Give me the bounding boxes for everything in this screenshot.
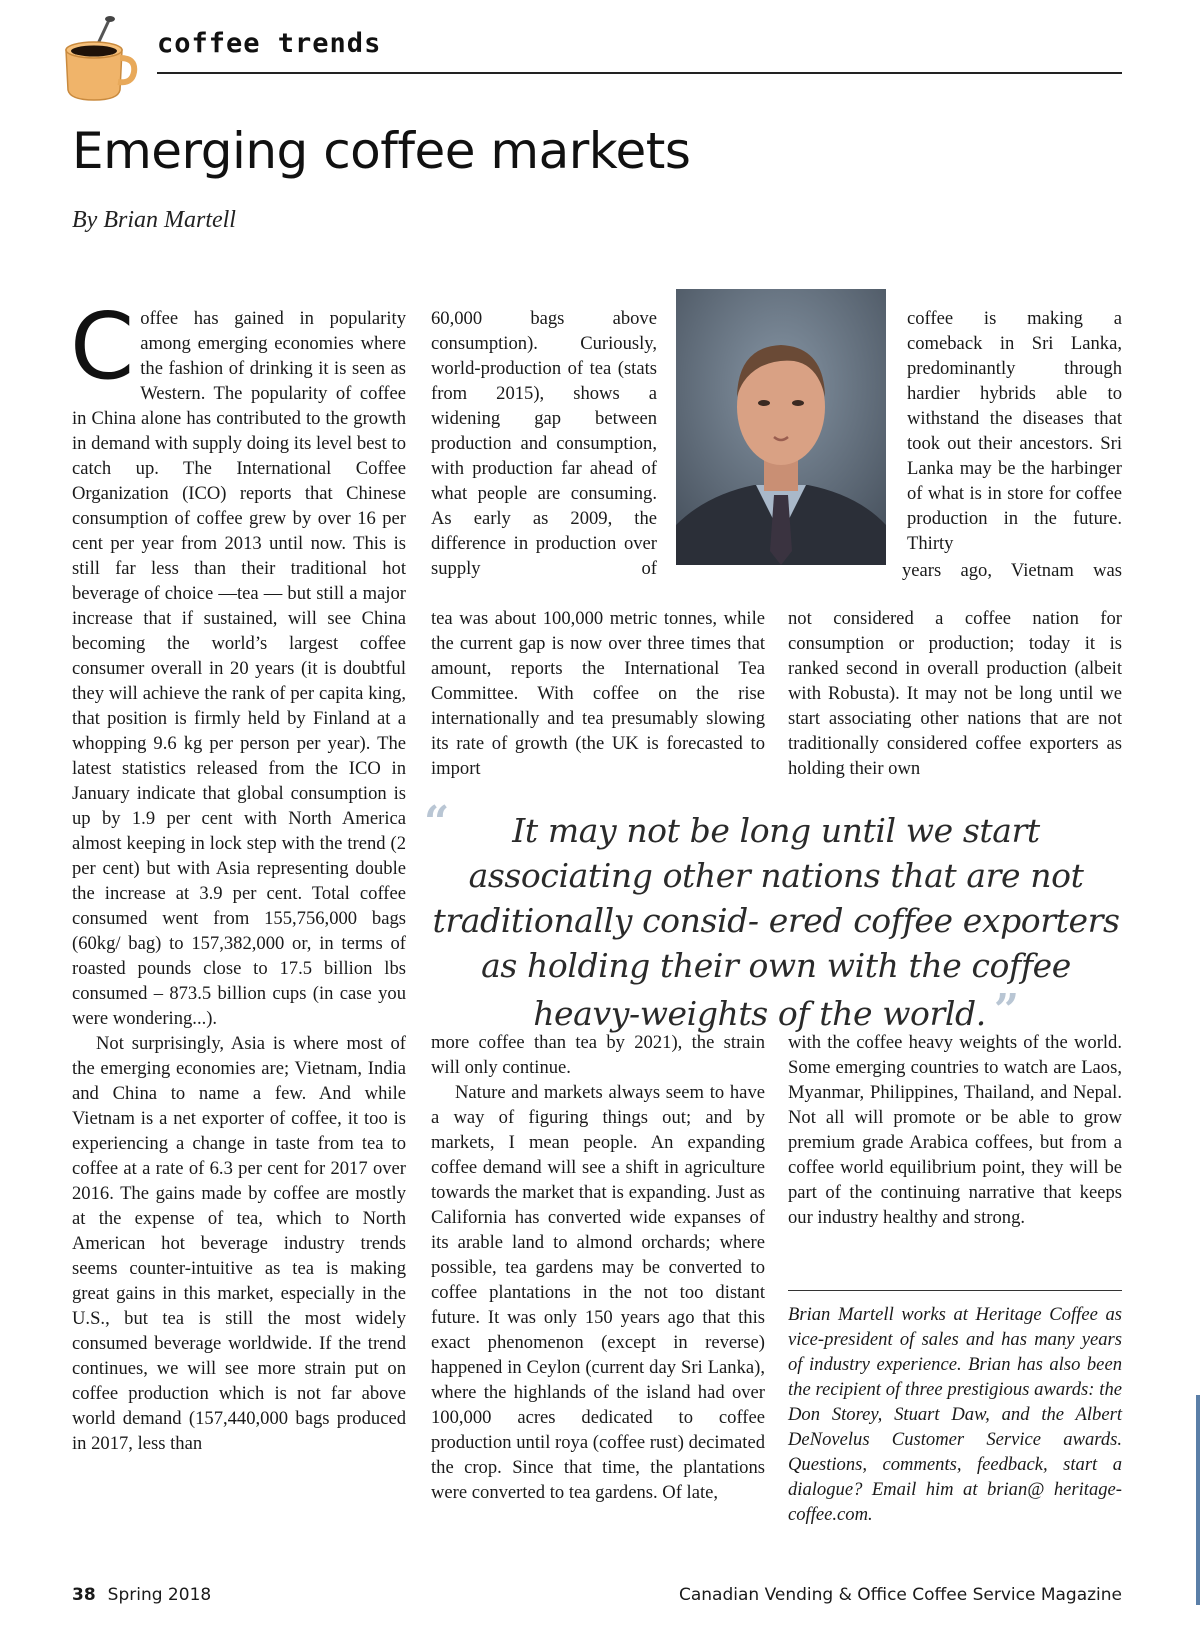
- article-column-3-top: coffee is making a comeback in Sri Lanka, predominantly through hardier hybrids able to withstand the diseases that took out their ancestors. Sri Lanka may be the harbinger of what is in store for coffee production in the future. Thirty: [907, 308, 1122, 554]
- coffee-cup-icon: [58, 12, 138, 102]
- article-column-1: [70, 293, 406, 1546]
- close-quote-icon: ”: [993, 985, 1019, 1036]
- header-rule: [157, 72, 1122, 74]
- article-column-2-middle: tea was about 100,000 metric tonnes, while the current gap is now over three times that amount, reports the International Tea Committee. With coffee on the rise internationally and tea presumably slowing its rate of growth (the UK is forecasted to import: [431, 608, 765, 779]
- body-paragraph: Nature and markets always seem to have a way of figuring things out; and by markets, I mean people. An expanding coffee demand will see a shift in agriculture towards the market that is expanding. Just as California has converted wide expanses of its arable land to almond orchards; where possible, tea gardens may be converted to coffee plantations in the not too distant future. It was only 150 years ago that this exact phenomenon (except in reverse) happened in Ceylon (current day Sri Lanka), where the highlands of the island had over 100,000 acres dedicated to coffee production until roya (coffee rust) decimated the crop. Since that time, the plantations were converted to tea gardens. Of late,: [431, 1082, 765, 1503]
- bio-divider: [788, 1290, 1122, 1291]
- article-column-3-line: years ago, Vietnam was: [902, 560, 1122, 581]
- magazine-name: Canadian Vending & Office Coffee Service Magazine: [678, 1585, 1122, 1605]
- lead-paragraph: offee has gained in popularity among emerging economies where the fashion of drinking it is seen as Western. The popularity of coffee in China alone has contributed to the growth in demand with supply doing its level best to catch up. The International Coffee Organization (ICO) reports that Chinese consumption of coffee grew by over 16 per cent per year from 2013 until now. This is still far less than their traditional hot beverage of choice —tea — but still a major increase that if sustained, will see China becoming the world’s largest coffee consumer overall in 20 years (it is doubtful they will achieve the rank of per capita king, that position is firmly held by Finland at a whopping 9.6 kg per person per year). The latest statistics released from the ICO in January indicate that global consumption is up by 1.9 per cent with North America almost keeping in lock step with the trend (2 per cent) but with Asia representing double the increase at 3.9 per cent. Total coffee consumed went from 155,756,000 bags (60kg/ bag) to 157,382,000 or, in terms of roasted pounds close to 17.5 billion lbs consumed – 873.5 billion cups (in case you were wondering...).: [72, 308, 406, 1029]
- body-paragraph: more coffee than tea by 2021), the strain will only continue.: [431, 1032, 765, 1078]
- article-column-3-bottom: with the coffee heavy weights of the world. Some emerging countries to watch are Laos, Myanmar, Philippines, Thailand, and Nepal. Not all will promote or be able to grow premium grade Arabica coffees, but from a coffee world equilibrium point, they will be part of the continuing narrative that keeps our industry healthy and strong.: [788, 1032, 1122, 1228]
- pull-quote: [424, 797, 1122, 1036]
- article-headline: Emerging coffee markets: [72, 122, 691, 180]
- article-column-2-top: 60,000 bags above consumption). Curiously, world-production of tea (stats from 2015), shows a widening gap between production and consumption, with production far ahead of what people are consuming. As early as 2009, the difference in production over supply of: [431, 308, 657, 579]
- section-label: coffee trends: [157, 28, 382, 59]
- author-bio: Brian Martell works at Heritage Coffee as vice-president of sales and has many years of industry experience. Brian has also been the recipient of three prestigious awards: the Don Storey, Stuart Daw, and the Albert DeNovelus Customer Service awards. Questions, comments, feedback, start a dialogue? Email him at brian@ heritage-coffee.com.: [788, 1304, 1122, 1525]
- open-quote-icon: “: [424, 797, 449, 848]
- body-paragraph: Not surprisingly, Asia is where most of the emerging economies are; Vietnam, India and China to name a few. And while Vietnam is a net exporter of coffee, it too is experiencing a change in taste from tea to coffee at a rate of 6.3 per cent for 2017 over 2016. The gains made by coffee are mostly at the expense of tea, which to North American hot beverage industry trends seems counter-intuitive as tea is making great gains in this market, especially in the U.S., but tea is still the most widely consumed beverage worldwide. If the trend continues, we will see more strain put on coffee production which is not far above world demand (157,440,000 bags produced in 2017, less than: [72, 1033, 406, 1454]
- author-photo: [676, 289, 886, 565]
- footer-page-info: [72, 1585, 211, 1605]
- article-column-2-bottom: [431, 1030, 765, 1546]
- pull-quote-text: It may not be long until we start associating other nations that are not traditionally consid- ered coffee exporters as holding their own with the coffee heavy-weights of the world.: [432, 811, 1120, 1033]
- article-column-3-middle: not considered a coffee nation for consumption or production; today it is ranked second in overall production (albeit with Robusta). It may not be long until we start associating other nations that are not traditionally considered coffee exporters as holding their own: [788, 608, 1122, 779]
- drop-cap: C: [70, 293, 135, 400]
- page-number: 38: [72, 1585, 96, 1605]
- issue-date: Spring 2018: [107, 1585, 212, 1605]
- byline: By Brian Martell: [72, 207, 236, 233]
- page-edge-tab: [1196, 1395, 1200, 1605]
